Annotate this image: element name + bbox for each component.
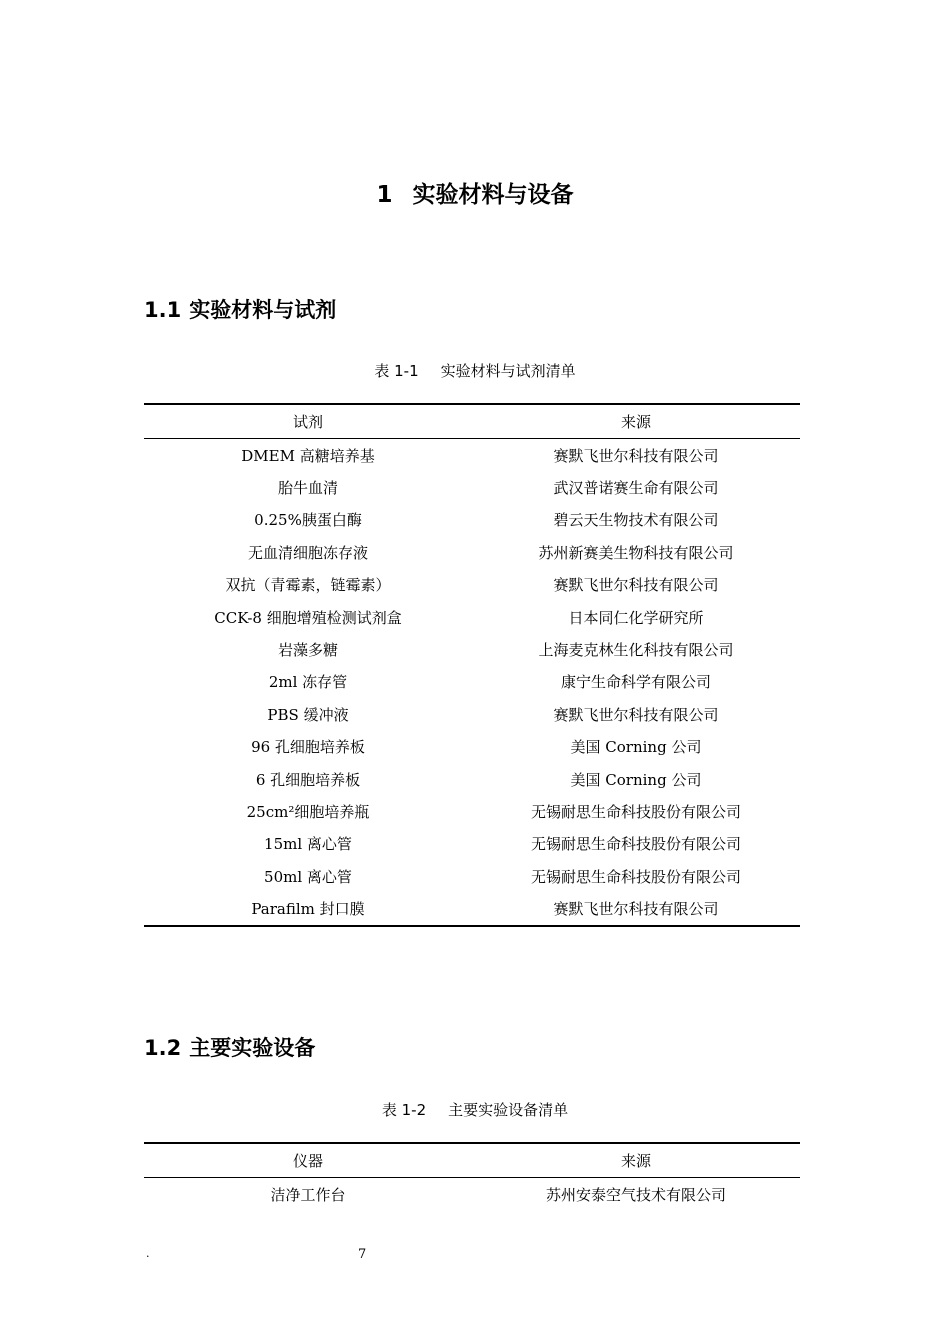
reagents-table-body [144, 439, 800, 926]
table-cell-source: 日本同仁化学研究所 [568, 608, 704, 627]
table-cell-source: 美国 Corning 公司 [570, 738, 702, 757]
table-cell-source: 无锡耐思生命科技股份有限公司 [530, 867, 741, 886]
table-row [144, 504, 800, 536]
table-caption-number: 表 1-1 [374, 362, 419, 380]
table-cell-source: 苏州新赛美生物科技有限公司 [538, 543, 734, 562]
table-cell-source: 赛默飞世尔科技有限公司 [553, 705, 719, 724]
equipment-table-body [144, 1178, 800, 1211]
table-row [144, 731, 800, 763]
reagents-table [144, 403, 800, 927]
table-cell-source: 康宁生命科学有限公司 [560, 673, 711, 692]
table-cell-source: 赛默飞世尔科技有限公司 [553, 576, 719, 595]
table-cell-item: 胎牛血清 [277, 479, 338, 498]
table-cell-item: 0.25%胰蛋白酶 [254, 511, 362, 530]
table-row [144, 828, 800, 860]
table-row [144, 471, 800, 503]
table-cell-item: 双抗（青霉素，链霉素） [225, 576, 391, 595]
table-cell-source: 无锡耐思生命科技股份有限公司 [530, 835, 741, 854]
table-caption-text: 实验材料与试剂清单 [440, 362, 576, 380]
section-title-text: 主要实验设备 [189, 1036, 316, 1060]
table-row [144, 860, 800, 892]
table-row [144, 536, 800, 568]
table-cell-source: 美国 Corning 公司 [570, 770, 702, 789]
equipment-table [144, 1142, 800, 1210]
table-cell-item: DMEM 高糖培养基 [241, 446, 375, 465]
table-cell-item: Parafilm 封口膜 [144, 892, 472, 925]
table-cell-item: 96 孔细胞培养板 [251, 738, 365, 757]
section-number: 1.1 [144, 298, 182, 322]
table-cell-item: PBS 缓冲液 [267, 705, 349, 724]
table-cell-item: 6 孔细胞培养板 [255, 770, 361, 789]
table-cell-source: 上海麦克林生化科技有限公司 [538, 641, 734, 660]
table-cell-item: 15ml 离心管 [264, 835, 352, 854]
footer-dot: . [146, 1247, 150, 1260]
column-header-source: 来源 [472, 404, 800, 439]
table-row [144, 1178, 800, 1211]
table-cell-source: 苏州安泰空气技术有限公司 [545, 1185, 726, 1204]
column-header-instrument: 仪器 [144, 1143, 472, 1178]
table-row [144, 569, 800, 601]
table-cell-item: 50ml 离心管 [264, 867, 352, 886]
table-caption-number: 表 1-2 [381, 1101, 427, 1119]
table-caption-text: 主要实验设备清单 [448, 1101, 569, 1119]
table-cell-item: 洁净工作台 [270, 1185, 346, 1204]
table-row [144, 763, 800, 795]
table-caption-1-2 [0, 1099, 950, 1120]
table-header-row [144, 1143, 800, 1178]
table-caption-1-1 [0, 360, 950, 381]
table-header-row [144, 404, 800, 439]
table-cell-source: 赛默飞世尔科技有限公司 [553, 446, 719, 465]
chapter-title [0, 176, 950, 209]
table-row [144, 892, 800, 925]
table-cell-item: CCK-8 细胞增殖检测试剂盒 [214, 608, 402, 627]
table-cell-source: 碧云天生物技术有限公司 [553, 511, 719, 530]
section-heading-1-2 [144, 1032, 315, 1062]
section-number: 1.2 [144, 1036, 182, 1060]
table-row [144, 439, 800, 472]
table-row [144, 795, 800, 827]
table-cell-item: 无血清细胞冻存液 [247, 543, 368, 562]
table-cell-item: 25cm²细胞培养瓶 [246, 802, 370, 821]
page-number: 7 [358, 1247, 367, 1262]
section-heading-1-1 [144, 294, 336, 324]
table-cell-source: 武汉普诺赛生命有限公司 [553, 479, 719, 498]
table-cell-source: 无锡耐思生命科技股份有限公司 [530, 802, 741, 821]
column-header-reagent: 试剂 [144, 404, 472, 439]
chapter-title-text: 实验材料与设备 [412, 182, 574, 208]
table-row [144, 601, 800, 633]
table-cell-item: 岩藻多糖 [277, 641, 338, 660]
table-row [144, 698, 800, 730]
section-title-text: 实验材料与试剂 [189, 298, 337, 322]
chapter-number: 1 [376, 182, 393, 208]
column-header-source: 来源 [472, 1143, 800, 1178]
table-cell-source: 赛默飞世尔科技有限公司 [472, 892, 800, 925]
table-row [144, 633, 800, 665]
table-row [144, 666, 800, 698]
table-cell-item: 2ml 冻存管 [268, 673, 348, 692]
